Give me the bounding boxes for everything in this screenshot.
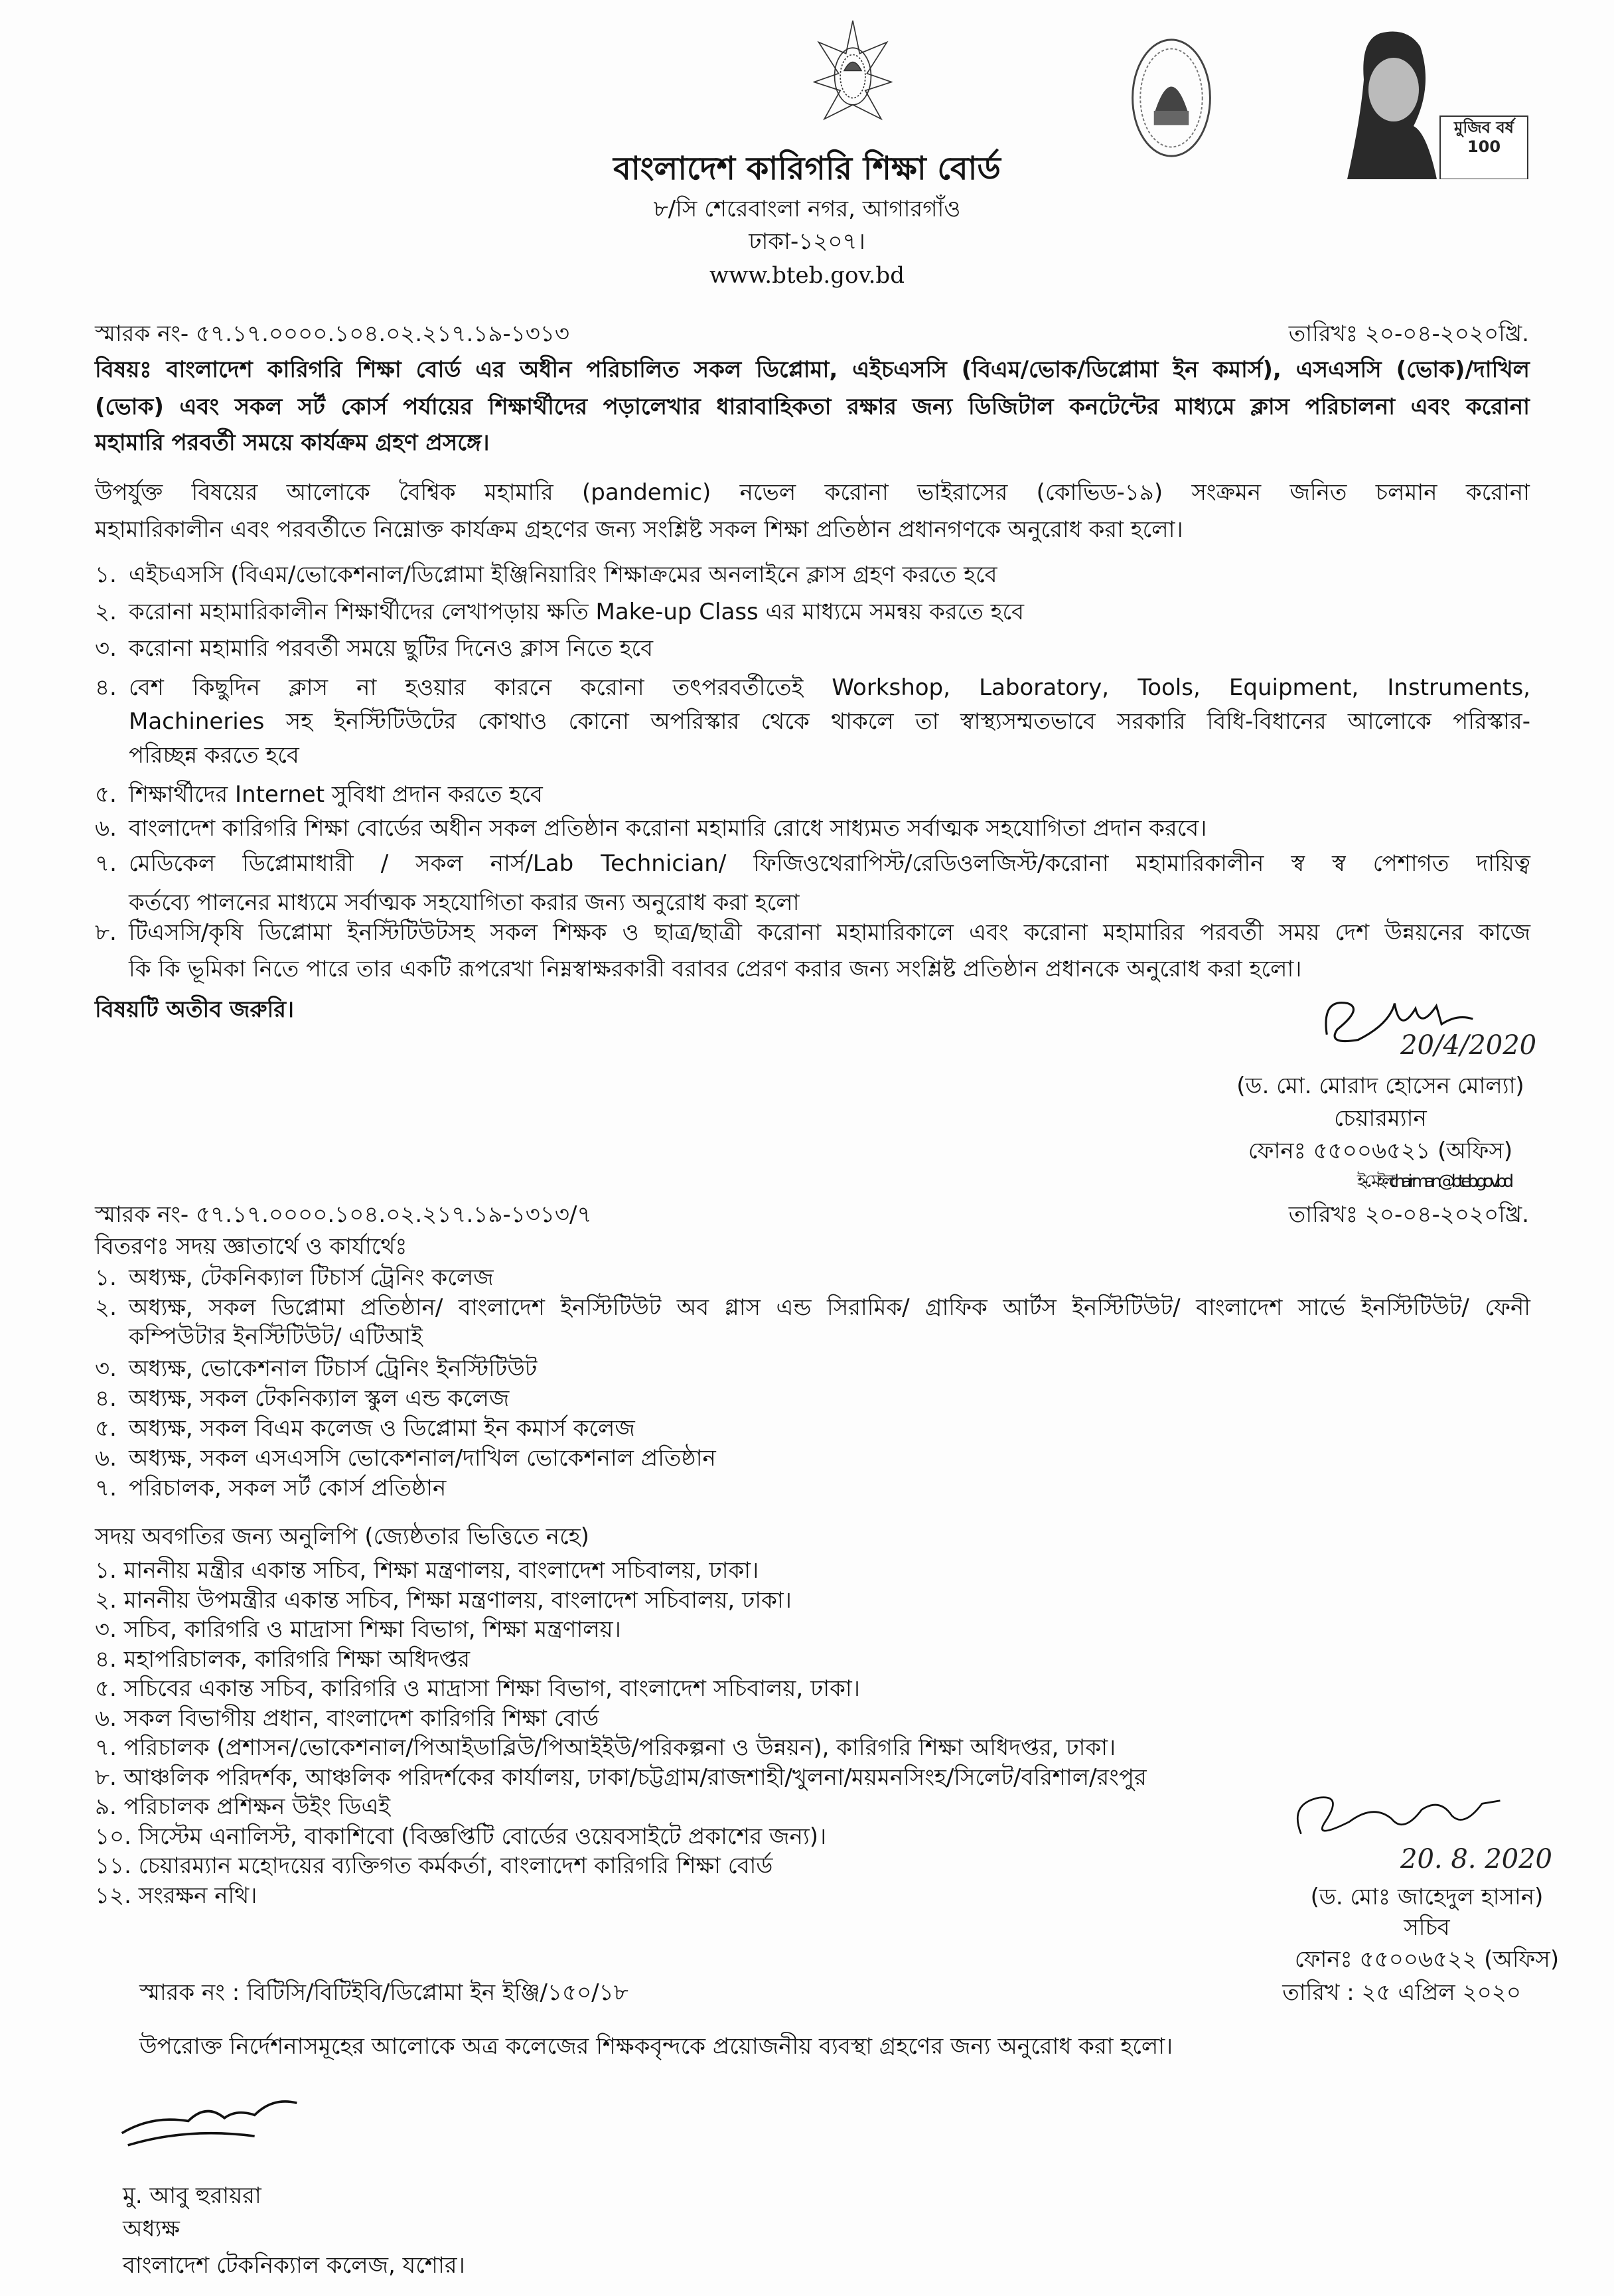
copy-item: ২. মাননীয় উপমন্ত্রীর একান্ত সচিব, শিক্ষা মন্ত্রণালয়, বাংলাদেশ সচিবালয়, ঢাকা। [95, 1586, 792, 1614]
subject-line: বিষয়ঃ বাংলাদেশ কারিগরি শিক্ষা বোর্ড এর অধীন পরিচালিত সকল ডিপ্লোমা, এইচএসসি (বিএম/ভোক/ডিপ্লোমা ইন কমার্স), এসএসসি (ভোক)/দাখিল [95, 356, 1530, 383]
chairman-email: ই-মেইল: chairman@bteb.gov.bd [1357, 1172, 1510, 1191]
reference-number: স্মারক নং- ৫৭.১৭.০০০০.১০৪.০২.২১৭.১৯-১৩১৩/৭ [95, 1201, 592, 1228]
distribution-item: অধ্যক্ষ, সকল বিএম কলেজ ও ডিপ্লোমা ইন কমার্স কলেজ [129, 1415, 635, 1442]
list-item-number: ২. [95, 599, 117, 625]
principal-institution: বাংলাদেশ টেকনিক্যাল কলেজ, যশোর। [123, 2252, 465, 2279]
chairman-name: (ড. মো. মোরাদ হোসেন মোল্যা) [1236, 1073, 1524, 1099]
secretary-phone: ফোনঃ ৫৫০০৬৫২২ (অফিস) [1294, 1946, 1560, 1973]
distribution-item: অধ্যক্ষ, সকল এসএসসি ভোকেশনাল/দাখিল ভোকেশনাল প্রতিষ্ঠান [129, 1445, 716, 1472]
list-item-number: ৬. [95, 815, 117, 842]
forwarding-note: উপরোক্ত নির্দেশনাসমূহের আলোকে অত্র কলেজের শিক্ষকবৃন্দকে প্রয়োজনীয় ব্যবস্থা গ্রহণের জন্য অনুরোধ করা হলো। [139, 2033, 1173, 2060]
principal-name: মু. আবু হুরায়রা [123, 2182, 261, 2209]
list-item-number: ৩. [95, 635, 117, 662]
list-item-number: ৬. [95, 1445, 117, 1472]
list-item-text: টিএসসি/কৃষি ডিপ্লোমা ইনস্টিটিউটসহ সকল শিক্ষক ও ছাত্র/ছাত্রী করোনা মহামারিকালে এবং করোনা মহামারির পরবর্তী সময় দেশ উন্নয়নের কাজে [129, 919, 1530, 946]
list-item-number: ৮. [95, 919, 117, 946]
copy-item: ১১. চেয়ারম্যান মহোদয়ের ব্যক্তিগত কর্মকর্তা, বাংলাদেশ কারিগরি শিক্ষা বোর্ড [95, 1853, 773, 1879]
list-item-text: বাংলাদেশ কারিগরি শিক্ষা বোর্ডের অধীন সকল প্রতিষ্ঠান করোনা মহামারি রোধে সাধ্যমত সর্বাত্মক সহযোগিতা প্রদান করবে। [129, 815, 1207, 842]
chairman-title: চেয়ারম্যান [1334, 1105, 1427, 1132]
list-item-number: ১. [95, 1264, 117, 1291]
list-item-number: ২. [95, 1294, 117, 1321]
list-item-number: ৭. [95, 850, 117, 877]
list-item-number: ৫. [95, 1415, 117, 1442]
distribution-item: অধ্যক্ষ, ভোকেশনাল টিচার্স ট্রেনিং ইনস্টিটিউট [129, 1355, 538, 1382]
chairman-phone: ফোনঃ ৫৫০০৬৫২১ (অফিস) [1248, 1138, 1513, 1164]
intro-line: মহামারিকালীন এবং পরবর্তীতে নিম্নোক্ত কার্যক্রম গ্রহণের জন্য সংশ্লিষ্ট সকল শিক্ষা প্রতিষ্ঠান প্রধানগণকে অনুরোধ করা হলো। [95, 516, 1183, 543]
urgent-note: বিষয়টি অতীব জরুরি। [95, 996, 295, 1023]
subject-line: (ভোক) এবং সকল সর্ট কোর্স পর্যায়ের শিক্ষার্থীদের পড়ালেখার ধারাবাহিকতা রক্ষার জন্য ডিজিটাল কনটেন্টের মাধ্যমে ক্লাস পরিচালনা এবং করোনা [95, 394, 1530, 420]
address-line-1: ৮/সি শেরেবাংলা নগর, আগারগাঁও [653, 196, 961, 222]
list-item-text: পরিচ্ছন্ন করতে হবে [129, 742, 299, 769]
address-line-2: ঢাকা-১২০৭। [749, 228, 865, 255]
list-item-text: কি কি ভূমিকা নিতে পারে তার একটি রূপরেখা নিম্নস্বাক্ষরকারী বরাবর প্রেরণ করার জন্য সংশ্লিষ্ট প্রতিষ্ঠান প্রধানকে অনুরোধ করা হলো। [129, 956, 1302, 982]
list-item-number: ৪. [95, 674, 117, 701]
distribution-item: অধ্যক্ষ, সকল ডিপ্লোমা প্রতিষ্ঠান/ বাংলাদেশ ইনস্টিটিউট অব গ্লাস এন্ড সিরামিক/ গ্রাফিক আর্টস ইনস্টিটিউট/ বাংলাদেশ সার্ভে ইনস্টিটিউট/ ফেনী [129, 1294, 1530, 1321]
list-item-text: এইচএসসি (বিএম/ভোকেশনাল/ডিপ্লোমা ইঞ্জিনিয়ারিং শিক্ষাক্রমের অনলাইনে ক্লাস গ্রহণ করতে হবে [129, 562, 997, 588]
copy-item: ৪. মহাপরিচালক, কারিগরি শিক্ষা অধিদপ্তর [95, 1645, 471, 1673]
list-item-text: Machineries সহ ইনস্টিটিউটের কোথাও কোনো অপরিস্কার থেকে থাকলে তা স্বাস্থ্যসম্মতভাবে সরকারি বিধি-বিধানের আলোকে পরিস্কার- [129, 708, 1530, 735]
principal-signature [106, 2091, 319, 2157]
copy-item: ১২. সংরক্ষন নথি। [95, 1882, 257, 1909]
list-item-number: ৫. [95, 781, 117, 808]
list-item-text: বেশ কিছুদিন ক্লাস না হওয়ার কারনে করোনা তৎপরবর্তীতেই Workshop, Laboratory, Tools, Equipment, Instruments, [129, 674, 1530, 701]
list-item-text: মেডিকেল ডিপ্লোমাধারী / সকল নার্স/Lab Technician/ ফিজিওথেরাপিস্ট/রেডিওলজিস্ট/করোনা মহামারিকালীন স্ব স্ব পেশাগত দায়িত্ব [129, 850, 1530, 877]
copy-item: ৯. পরিচালক প্রশিক্ষন উইং ডিএই [95, 1794, 391, 1820]
secretary-name: (ড. মোঃ জাহেদুল হাসান) [1310, 1884, 1544, 1910]
copy-item: ৭. পরিচালক (প্রশাসন/ভোকেশনাল/পিআইডাব্লিউ/পিআইইউ/পরিকল্পনা ও উন্নয়ন), কারিগরি শিক্ষা অধিদপ্তর, ঢাকা। [95, 1734, 1116, 1761]
secretary-title: সচিব [1404, 1914, 1450, 1941]
copy-item: ১০. সিস্টেম এনালিস্ট, বাকাশিবো (বিজ্ঞপ্তিটি বোর্ডের ওয়েবসাইটে প্রকাশের জন্য)। [95, 1823, 827, 1850]
bteb-seal-icon [1128, 37, 1214, 159]
copy-item: ৮. আঞ্চলিক পরিদর্শক, আঞ্চলিক পরিদর্শকের কার্যালয়, ঢাকা/চট্টগ্রাম/রাজশাহী/খুলনা/ময়মনসিংহ/সিলেট/বরিশাল/রংপুর [95, 1764, 1147, 1791]
distribution-item: কম্পিউটার ইনস্টিটিউট/ এটিআই [129, 1324, 423, 1350]
distribution-item: পরিচালক, সকল সর্ট কোর্স প্রতিষ্ঠান [129, 1475, 447, 1501]
list-item-text: কর্তব্যে পালনের মাধ্যমে সর্বাত্মক সহযোগিতা করার জন্য অনুরোধ করা হলো [129, 889, 800, 916]
copy-item: ৩. সচিব, কারিগরি ও মাদ্রাসা শিক্ষা বিভাগ, শিক্ষা মন্ত্রণালয়। [95, 1616, 621, 1643]
reference-number: স্মারক নং : বিটিসি/বিটিইবি/ডিপ্লোমা ইন ইঞ্জি/১৫০/১৮ [139, 1979, 628, 2006]
reference-number: স্মারক নং- ৫৭.১৭.০০০০.১০৪.০২.২১৭.১৯-১৩১৩ [95, 321, 570, 347]
copy-heading: সদয় অবগতির জন্য অনুলিপি (জ্যেষ্ঠতার ভিত্তিতে নহে) [95, 1523, 589, 1550]
intro-line: উপর্যুক্ত বিষয়ের আলোকে বৈশ্বিক মহামারি (pandemic) নভেল করোনা ভাইরাসের (কোভিড-১৯) সংক্রমন জনিত চলমান করোনা [95, 479, 1530, 506]
chairman-signature-date: 20/4/2020 [1400, 1030, 1537, 1061]
copy-item: ৫. সচিবের একান্ত সচিব, কারিগরি ও মাদ্রাসা শিক্ষা বিভাগ, বাংলাদেশ সচিবালয়, ঢাকা। [95, 1675, 860, 1702]
memo-date: তারিখঃ ২০-০৪-২০২০খ্রি. [1288, 321, 1529, 347]
list-item-text: শিক্ষার্থীদের Internet সুবিধা প্রদান করতে হবে [129, 781, 543, 808]
distribution-item: অধ্যক্ষ, সকল টেকনিক্যাল স্কুল এন্ড কলেজ [129, 1385, 510, 1412]
list-item-text: করোনা মহামারিকালীন শিক্ষার্থীদের লেখাপড়ায় ক্ষতি Make-up Class এর মাধ্যমে সমন্বয় করতে হবে [129, 599, 1025, 625]
government-emblem-icon [813, 17, 893, 136]
memo-date: তারিখঃ ২০-০৪-২০২০খ্রি. [1288, 1201, 1529, 1228]
principal-title: অধ্যক্ষ [123, 2216, 180, 2242]
list-item-number: ৪. [95, 1385, 117, 1412]
website-link[interactable]: www.bteb.gov.bd [709, 262, 905, 289]
list-item-number: ৭. [95, 1475, 117, 1501]
list-item-text: করোনা মহামারি পরবর্তী সময়ে ছুটির দিনেও ক্লাস নিতে হবে [129, 635, 654, 662]
distribution-item: অধ্যক্ষ, টেকনিক্যাল টিচার্স ট্রেনিং কলেজ [129, 1264, 494, 1291]
org-name: বাংলাদেশ কারিগরি শিক্ষা বোর্ড [613, 150, 1001, 187]
list-item-number: ১. [95, 562, 117, 588]
copy-item: ১. মাননীয় মন্ত্রীর একান্ত সচিব, শিক্ষা মন্ত্রণালয়, বাংলাদেশ সচিবালয়, ঢাকা। [95, 1557, 759, 1584]
mujib-logo-text: মুজিব বর্ষ 100 [1454, 118, 1514, 156]
copy-item: ৬. সকল বিভাগীয় প্রধান, বাংলাদেশ কারিগরি শিক্ষা বোর্ড [95, 1705, 599, 1732]
distribution-heading: বিতরণঃ সদয় জ্ঞাতার্থে ও কার্যার্থেঃ [95, 1233, 407, 1260]
subject-line: মহামারি পরবর্তী সময়ে কার্যক্রম গ্রহণ প্রসঙ্গে। [95, 429, 490, 456]
secretary-signature [1271, 1786, 1536, 1852]
secretary-signature-date: 20. 8. 2020 [1400, 1844, 1553, 1875]
memo-date: তারিখ : ২৫ এপ্রিল ২০২০ [1282, 1979, 1521, 2006]
list-item-number: ৩. [95, 1355, 117, 1382]
